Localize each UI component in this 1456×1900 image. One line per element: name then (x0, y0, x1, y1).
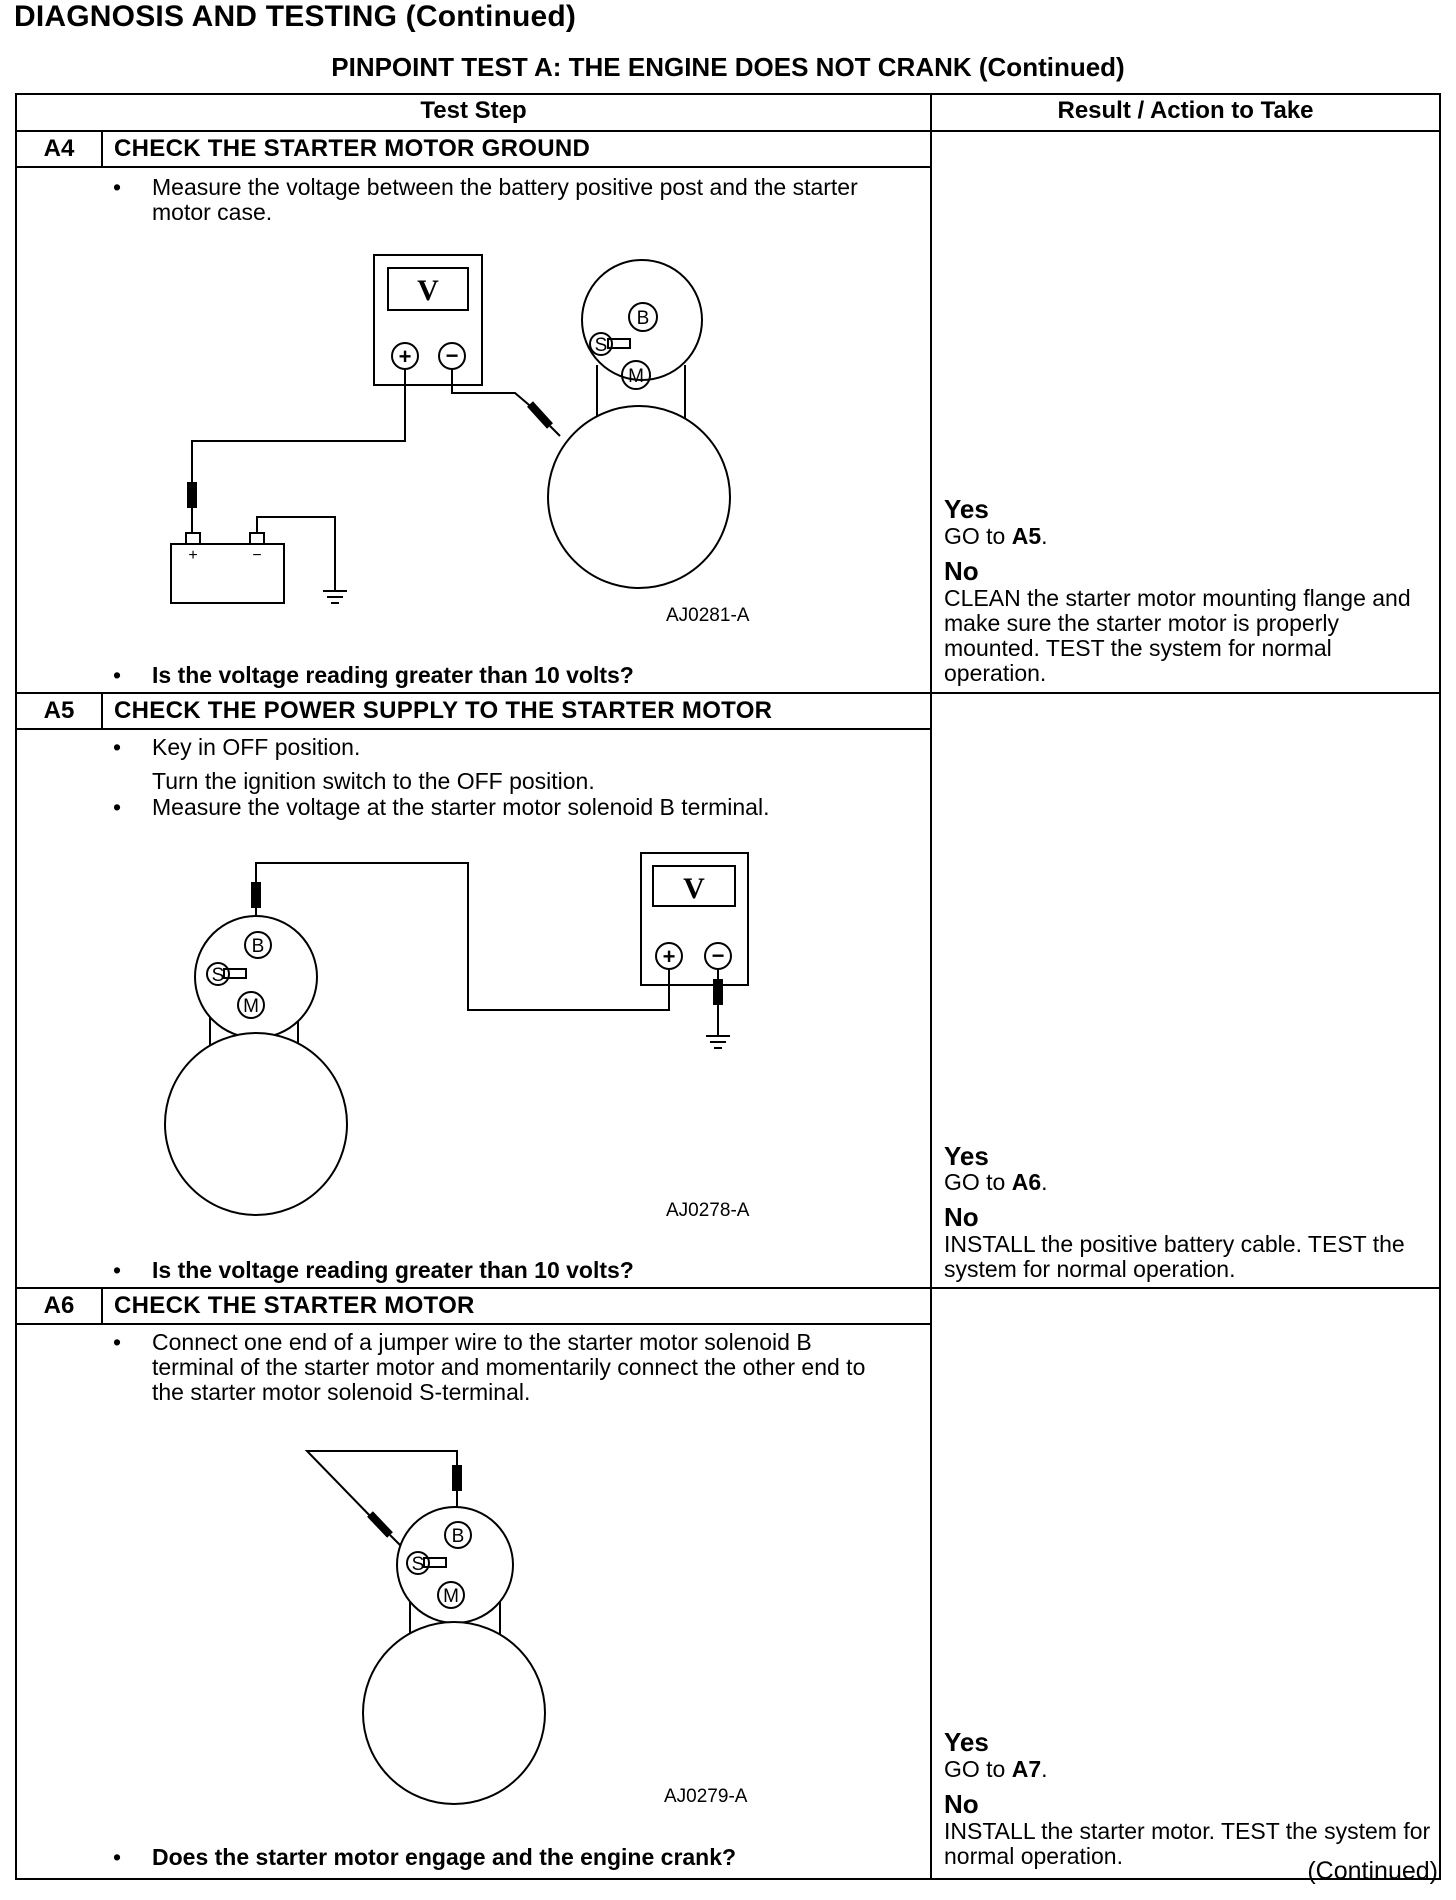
starter-motor-body (165, 1033, 347, 1215)
bullet: • (113, 1257, 122, 1283)
probe (714, 980, 722, 1004)
plus-sign: + (662, 944, 676, 969)
step-question-a4: Is the voltage reading greater than 10 volts? (152, 662, 634, 688)
result-yes-action: GO to A6. (944, 1169, 1048, 1195)
continued-note: (Continued) (1307, 1857, 1438, 1885)
bullet: • (113, 1329, 122, 1355)
minus-sign: − (711, 943, 725, 968)
step-id-a6: A6 (43, 1292, 75, 1319)
voltmeter-label: V (683, 872, 705, 905)
step-question-a6: Does the starter motor engage and the engine crank? (152, 1844, 737, 1870)
probe (188, 483, 196, 507)
step-question-a5: Is the voltage reading greater than 10 volts? (152, 1257, 634, 1283)
step-instruction: Key in OFF position. (152, 734, 361, 760)
jumper-wire (307, 1451, 457, 1520)
minus-sign: − (445, 343, 459, 368)
terminal-m-label: M (628, 366, 644, 387)
bullet: • (113, 794, 122, 820)
bullet: • (113, 734, 122, 760)
battery-minus-label: − (252, 547, 262, 564)
result-no-action: CLEAN the starter motor mounting flange and make sure the starter motor is properly mounted. TEST the system for normal operation. (944, 585, 1411, 686)
step-title-a5: CHECK THE POWER SUPPLY TO THE STARTER MOTOR (114, 697, 773, 724)
bullet: • (113, 662, 122, 688)
test-title: PINPOINT TEST A: THE ENGINE DOES NOT CRANK (Continued) (331, 52, 1125, 82)
wire (256, 863, 669, 1010)
result-no-label: No (944, 1789, 979, 1819)
voltmeter-label: V (417, 274, 439, 307)
ground-wire (257, 517, 335, 590)
result-yes-action: GO to A5. (944, 523, 1048, 549)
figure-id-a6: AJ0279-A (664, 1786, 748, 1807)
column-header-result: Result / Action to Take (1057, 97, 1314, 124)
terminal-m-label: M (243, 996, 259, 1017)
link-step-a5[interactable]: A5 (1011, 523, 1042, 549)
terminal-m-label: M (443, 1586, 459, 1607)
bullet: • (113, 1844, 122, 1870)
step-instruction: Measure the voltage between the battery positive post and the starter motor case. (152, 174, 858, 225)
battery-negative-post (250, 533, 264, 544)
probe (530, 404, 550, 426)
figure-a6-diagram (307, 1451, 545, 1804)
result-yes-label: Yes (944, 1727, 989, 1757)
starter-motor-body (548, 406, 730, 588)
result-no-label: No (944, 556, 979, 586)
probe (370, 1514, 390, 1535)
figure-id-a5: AJ0278-A (666, 1200, 750, 1221)
wire (192, 369, 405, 483)
terminal-b-label: B (451, 1526, 465, 1547)
terminal-b-label: B (251, 936, 265, 957)
result-yes-action: GO to A7. (944, 1756, 1048, 1782)
bullet: • (113, 174, 122, 200)
terminal-s-label: S (411, 1554, 425, 1575)
wire (550, 426, 560, 436)
result-yes-label: Yes (944, 1141, 989, 1171)
step-instruction: Turn the ignition switch to the OFF position. (152, 768, 595, 794)
step-instruction: Measure the voltage at the starter motor solenoid B terminal. (152, 794, 770, 820)
section-title: DIAGNOSIS AND TESTING (Continued) (14, 0, 577, 33)
terminal-b-label: B (636, 308, 650, 329)
step-title-a4: CHECK THE STARTER MOTOR GROUND (114, 135, 591, 162)
step-title-a6: CHECK THE STARTER MOTOR (114, 1292, 475, 1319)
result-yes-label: Yes (944, 494, 989, 524)
battery-plus-label: + (188, 547, 198, 564)
terminal-s-label: S (211, 965, 225, 986)
probe (453, 1466, 461, 1490)
figure-a5-diagram (165, 853, 748, 1215)
battery-positive-post (186, 533, 200, 544)
link-step-a7[interactable]: A7 (1011, 1756, 1042, 1782)
wire (452, 369, 535, 410)
probe (252, 883, 260, 907)
plus-sign: + (398, 344, 412, 369)
terminal-s-label: S (594, 335, 608, 356)
figure-id-a4: AJ0281-A (666, 605, 750, 626)
step-instruction: Connect one end of a jumper wire to the starter motor solenoid B terminal of the starter motor and momentarily connect the other end to the starter motor solenoid S-terminal. (152, 1329, 866, 1405)
step-id-a4: A4 (43, 135, 75, 162)
step-id-a5: A5 (43, 697, 75, 724)
result-no-label: No (944, 1202, 979, 1232)
result-no-action: INSTALL the starter motor. TEST the system for normal operation. (944, 1818, 1431, 1869)
starter-motor-body (363, 1622, 545, 1804)
result-no-action: INSTALL the positive battery cable. TEST the system for normal operation. (944, 1231, 1405, 1282)
column-header-test-step: Test Step (420, 97, 527, 124)
link-step-a6[interactable]: A6 (1011, 1169, 1042, 1195)
